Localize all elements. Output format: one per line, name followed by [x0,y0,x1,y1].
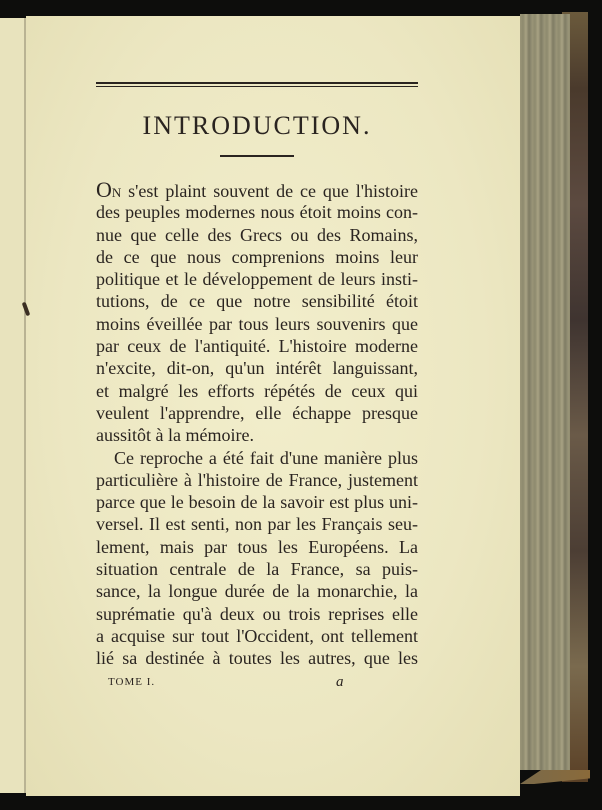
text-line: veulent l'apprendre, elle échappe presque [96,402,418,423]
gutter-fold [24,18,26,793]
text-line: par ceux de l'antiquité. L'histoire moderne [96,336,418,357]
text-line: situation centrale de la France, sa puis- [96,559,418,580]
book-page [26,16,520,796]
text-line: tutions, de ce que notre sensibilité étoit [96,291,418,312]
text-line: de ce que nous comprenions moins leur [96,246,418,267]
previous-page-margin [0,18,26,793]
page-edges [520,14,570,770]
text-line [96,179,418,201]
title-rule [220,155,294,157]
text-line: n'excite, dit-on, qu'un intérêt languissant, [96,358,418,379]
signature-mark: a [336,673,344,690]
text-line: a acquise sur tout l'Occident, ont tellement [96,625,418,646]
body-text [96,179,418,670]
page-text-block [96,80,418,692]
text-line: particulière à l'histoire de France, justement [96,469,418,490]
chapter-title: INTRODUCTION. [142,111,372,140]
text-line: parce que le besoin de la savoir est plus uni- [96,492,418,513]
text-line: lement, mais par tous les Européens. La [96,536,418,557]
header-double-rule [96,82,418,87]
page-footer [96,673,418,692]
text-line: politique et le développement de leurs insti- [96,269,418,290]
text-line: et malgré les efforts répétés de ceux qui [96,380,418,401]
text-line: versel. Il est senti, non par les Français seu- [96,514,418,535]
text-line: nue que celle des Grecs ou des Romains, [96,224,418,245]
volume-label: TOME I. [108,675,156,688]
text-line: aussitôt à la mémoire. [96,425,254,446]
text-line: sance, la longue durée de la monarchie, la [96,581,418,602]
text-line: lié sa destinée à toutes les autres, que les [96,648,418,669]
text-line: des peuples modernes nous étoit moins con- [96,202,418,223]
drop-cap: O [96,177,112,202]
text-line: Ce reproche a été fait d'une manière plus [114,447,418,468]
text-line: moins éveillée par tous leurs souvenirs que [96,313,418,334]
text-line: suprématie qu'à deux ou trois reprises elle [96,603,418,624]
small-cap: N [111,185,122,200]
first-line-text: s'est plaint souvent de ce que l'histoire [121,181,418,201]
